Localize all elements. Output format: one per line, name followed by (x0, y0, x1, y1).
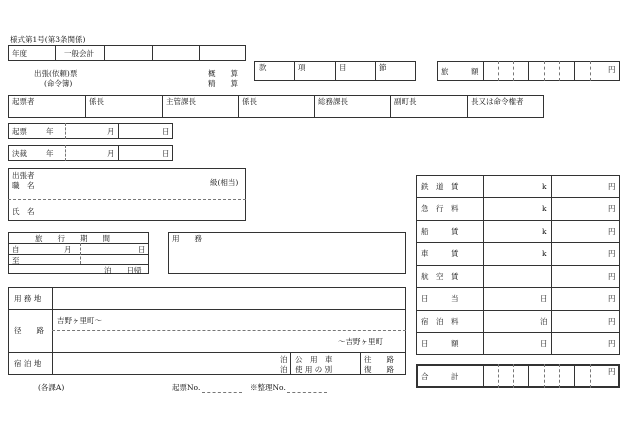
kihyo-nen: 年 (46, 127, 54, 136)
year-account-row (8, 45, 246, 61)
kan-label: 款 (259, 63, 267, 72)
kihyo-date-row (8, 123, 173, 139)
seisan-label: 精 算 (208, 79, 238, 88)
lodging-fukuro: 復 路 (364, 365, 394, 374)
kessai-hi: 日 (162, 149, 170, 158)
expense-mid-1: k (542, 204, 547, 213)
route-label: 径 路 (14, 326, 44, 335)
kou-label: 項 (298, 63, 306, 72)
lodging-oro: 往 路 (364, 355, 394, 364)
period-title: 旅 行 期 間 (35, 234, 110, 243)
destination-label: 用 務 地 (14, 294, 42, 303)
expense-label-3: 車 賃 (421, 249, 459, 258)
expense-mid-6: 泊 (540, 317, 548, 326)
approval-kihyosha: 起票者 (12, 97, 35, 106)
lodging-haku-1: 泊 (280, 355, 288, 364)
travel-amount-label: 旅 額 (441, 67, 479, 76)
expense-unit-7: 円 (608, 339, 616, 348)
traveler-box (8, 168, 246, 221)
moku-label: 目 (339, 63, 347, 72)
approval-kakaricho: 係長 (89, 97, 104, 106)
nendo-label: 年度 (12, 49, 27, 58)
kihyo-tsuki: 月 (107, 127, 115, 136)
kihyo-hi: 日 (162, 127, 170, 136)
expense-mid-2: k (542, 227, 547, 236)
expense-mid-3: k (542, 249, 547, 258)
footer-dept: (各課A) (38, 383, 65, 392)
account-label: 一般会計 (64, 49, 94, 58)
expense-unit-0: 円 (608, 182, 616, 191)
expense-label-4: 航 空 賃 (421, 272, 459, 281)
setsu-label: 節 (379, 63, 387, 72)
traveler-heading: 出張者 (12, 171, 35, 180)
gaisan-label: 概 算 (208, 69, 238, 78)
period-itaru: 至 (12, 256, 20, 265)
approval-shukan-kacho: 主管課長 (166, 97, 196, 106)
form-title: 出張(依頼)票 (34, 69, 78, 78)
approval-somu-kacho: 総務課長 (318, 97, 348, 106)
kessai-nen: 年 (46, 149, 54, 158)
expense-unit-2: 円 (608, 227, 616, 236)
total-unit: 円 (608, 367, 616, 376)
expense-unit-6: 円 (608, 317, 616, 326)
route-from: 吉野ヶ里町～ (57, 316, 102, 325)
business-label: 用 務 (172, 234, 202, 243)
expense-unit-4: 円 (608, 272, 616, 281)
lodging-haku-2: 泊 (280, 365, 288, 374)
business-box (168, 232, 406, 274)
expense-label-7: 日 額 (421, 339, 459, 348)
kessai-label: 決裁 (12, 149, 27, 158)
expense-unit-1: 円 (608, 204, 616, 213)
period-ji-hi: 日 (138, 245, 146, 254)
kessai-date-row (8, 145, 173, 161)
route-to: ～吉野ヶ里町 (338, 337, 383, 346)
form-subtitle: (命令簿) (44, 79, 73, 88)
expense-label-2: 船 賃 (421, 227, 459, 236)
destination-route-box (8, 287, 406, 375)
approval-fukucho: 副町長 (394, 97, 417, 106)
travel-amount-unit: 円 (608, 65, 616, 74)
expense-mid-5: 日 (540, 294, 548, 303)
expense-label-1: 急 行 料 (421, 204, 459, 213)
traveler-shimei: 氏 名 (12, 207, 35, 216)
lodging-shiyou: 使 用 の 別 (295, 365, 333, 374)
expense-mid-7: 日 (540, 339, 548, 348)
kihyo-label: 起票 (12, 127, 27, 136)
expense-label-6: 宿 泊 料 (421, 317, 459, 326)
period-ji-tsuki: 月 (64, 245, 72, 254)
expense-mid-0: k (542, 182, 547, 191)
total-label: 合 計 (421, 372, 459, 381)
expense-unit-5: 円 (608, 294, 616, 303)
traveler-kyu: 級(相当) (210, 178, 239, 187)
footer-kihyo-no: 起票No. (172, 383, 201, 392)
period-haku: 泊 日帰 (104, 266, 142, 275)
form-number: 様式第1号(第3条関係) (10, 35, 86, 44)
lodging-label: 宿 泊 地 (14, 359, 42, 368)
lodging-kouyousha: 公 用 車 (295, 355, 333, 364)
expense-label-0: 鉄 道 賃 (421, 182, 459, 191)
footer-seiri-no: ※整理No. (250, 383, 286, 392)
period-ji: 自 (12, 245, 20, 254)
expense-label-5: 日 当 (421, 294, 459, 303)
approval-meireikensha: 長又は命令権者 (471, 97, 524, 106)
approval-kakaricho-2: 係長 (242, 97, 257, 106)
traveler-shokumei: 職 名 (12, 181, 35, 190)
kessai-tsuki: 月 (107, 149, 115, 158)
expense-unit-3: 円 (608, 249, 616, 258)
